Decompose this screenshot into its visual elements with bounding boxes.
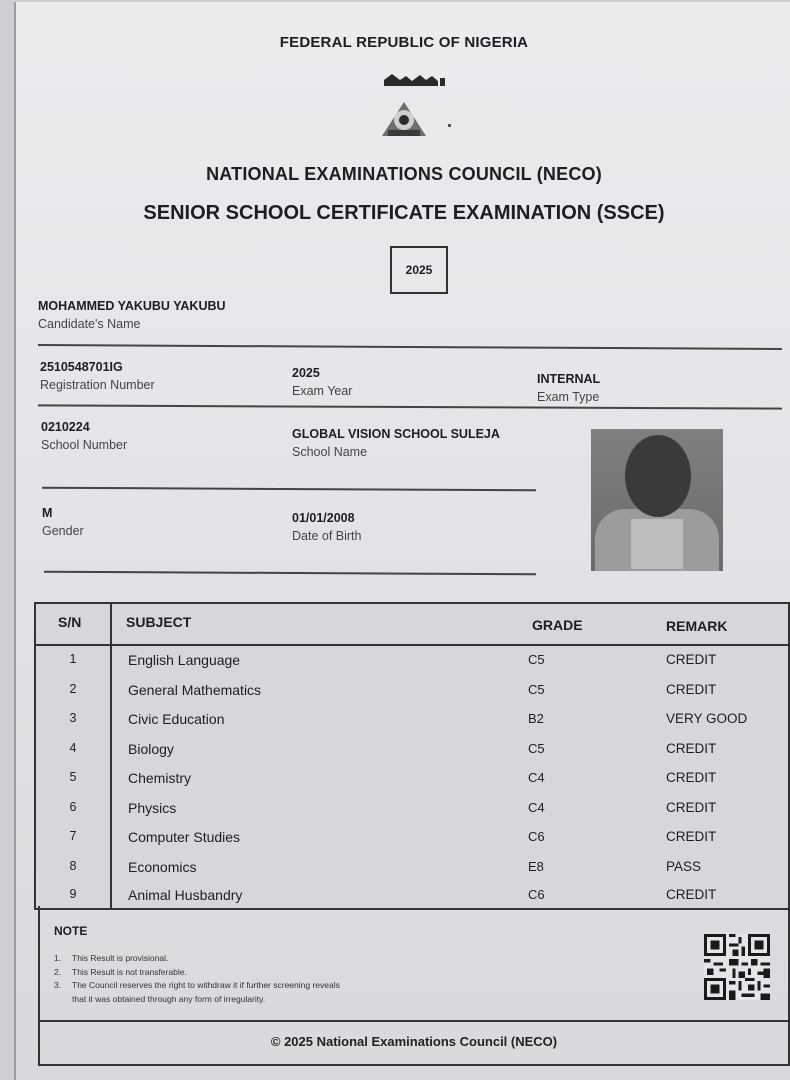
divider <box>38 404 782 409</box>
note-number: 3. <box>54 980 62 990</box>
header-remark: REMARK <box>666 618 728 634</box>
row-grade: C4 <box>528 770 545 785</box>
note-text: This Result is not transferable. <box>72 966 187 977</box>
row-sn: 6 <box>69 800 77 814</box>
school-number-label: School Number <box>41 438 128 452</box>
row-subject: Chemistry <box>128 770 192 786</box>
row-subject: English Language <box>128 652 241 668</box>
row-remark: CREDIT <box>666 741 717 756</box>
table-row <box>36 853 788 883</box>
notes-box <box>38 906 790 1066</box>
dob-field <box>292 511 361 543</box>
candidate-name-field <box>38 299 226 331</box>
table-row <box>36 646 788 676</box>
table-row <box>36 735 788 765</box>
result-sheet <box>14 2 790 1080</box>
note-item <box>54 993 340 1007</box>
divider <box>38 344 782 350</box>
row-grade: B2 <box>528 711 544 726</box>
notes-list <box>54 952 340 1006</box>
council-heading: NATIONAL EXAMINATIONS COUNCIL (NECO) <box>206 164 602 184</box>
row-sn: 8 <box>69 859 77 873</box>
header-subject: SUBJECT <box>126 614 192 630</box>
school-number-field <box>41 420 127 452</box>
school-name-label: School Name <box>292 445 368 459</box>
row-remark: CREDIT <box>666 770 717 785</box>
exam-type-label: Exam Type <box>537 390 600 404</box>
row-remark: CREDIT <box>666 682 717 697</box>
row-remark: CREDIT <box>666 652 717 667</box>
row-grade: C5 <box>528 652 545 667</box>
row-subject: Animal Husbandry <box>128 887 243 903</box>
row-sn: 4 <box>69 741 77 755</box>
exam-year-field <box>292 366 352 398</box>
exam-type-field <box>537 372 600 404</box>
header-grade: GRADE <box>532 617 583 633</box>
country-heading: FEDERAL REPUBLIC OF NIGERIA <box>279 34 529 51</box>
row-remark: CREDIT <box>666 887 717 902</box>
dob-label: Date of Birth <box>292 529 362 543</box>
qr-code-icon[interactable] <box>704 934 770 1000</box>
coat-of-arms-icon <box>16 68 790 148</box>
notes-title: NOTE <box>54 924 88 938</box>
note-text: This Result is provisional. <box>72 953 169 963</box>
row-subject: General Mathematics <box>128 682 262 698</box>
exam-type: INTERNAL <box>537 372 601 386</box>
divider <box>40 1020 788 1022</box>
row-subject: Computer Studies <box>128 829 241 845</box>
table-row <box>36 764 788 794</box>
row-subject: Economics <box>128 859 197 875</box>
school-name-field <box>292 427 500 459</box>
row-grade: E8 <box>528 859 544 874</box>
row-grade: C6 <box>528 887 545 902</box>
table-row <box>36 705 788 735</box>
row-sn: 1 <box>69 652 77 666</box>
table-header <box>36 604 788 646</box>
row-remark: PASS <box>666 859 702 874</box>
registration-label: Registration Number <box>40 378 155 392</box>
gender-field <box>42 506 84 538</box>
divider <box>44 571 536 576</box>
row-sn: 3 <box>69 711 77 725</box>
row-grade: C6 <box>528 829 545 844</box>
note-item <box>54 952 340 966</box>
exam-year-box: 2025 <box>390 246 448 294</box>
copyright-footer: © 2025 National Examinations Council (NECO) <box>270 1034 558 1049</box>
exam-year-label: Exam Year <box>292 384 353 398</box>
candidate-name-label: Candidate's Name <box>38 317 141 331</box>
table-row <box>36 794 788 824</box>
gender-label: Gender <box>42 524 84 538</box>
row-grade: C5 <box>528 741 545 756</box>
row-remark: CREDIT <box>666 829 717 844</box>
header-sn: S/N <box>58 614 82 630</box>
note-number: 1. <box>54 953 62 963</box>
row-sn: 9 <box>69 887 77 901</box>
date-of-birth: 01/01/2008 <box>292 511 355 525</box>
row-subject: Biology <box>128 741 174 757</box>
note-item <box>54 966 340 980</box>
registration-field <box>40 360 155 392</box>
divider <box>42 487 536 492</box>
note-item <box>54 979 340 993</box>
row-remark: VERY GOOD <box>666 711 748 726</box>
row-remark: CREDIT <box>666 800 717 815</box>
table-row <box>36 823 788 853</box>
gender: M <box>42 506 53 520</box>
note-text: that it was obtained through any form of irregularity. <box>72 993 266 1004</box>
candidate-name: MOHAMMED YAKUBU YAKUBU <box>38 299 226 313</box>
school-name: GLOBAL VISION SCHOOL SULEJA <box>292 427 500 441</box>
row-sn: 5 <box>69 770 77 784</box>
school-number: 0210224 <box>41 420 90 434</box>
results-table <box>34 602 790 910</box>
exam-year: 2025 <box>292 366 320 380</box>
row-sn: 2 <box>69 682 77 696</box>
row-sn: 7 <box>69 829 77 843</box>
exam-heading: SENIOR SCHOOL CERTIFICATE EXAMINATION (SSCE) <box>143 202 665 224</box>
note-text: The Council reserves the right to withdraw it if further screening reveals <box>72 980 340 990</box>
candidate-photo <box>591 429 723 571</box>
row-subject: Civic Education <box>128 711 225 727</box>
table-row <box>36 676 788 706</box>
row-grade: C5 <box>528 682 545 697</box>
row-subject: Physics <box>128 800 177 816</box>
registration-number: 2510548701IG <box>40 360 123 374</box>
note-number: 2. <box>54 966 62 977</box>
row-grade: C4 <box>528 800 545 815</box>
